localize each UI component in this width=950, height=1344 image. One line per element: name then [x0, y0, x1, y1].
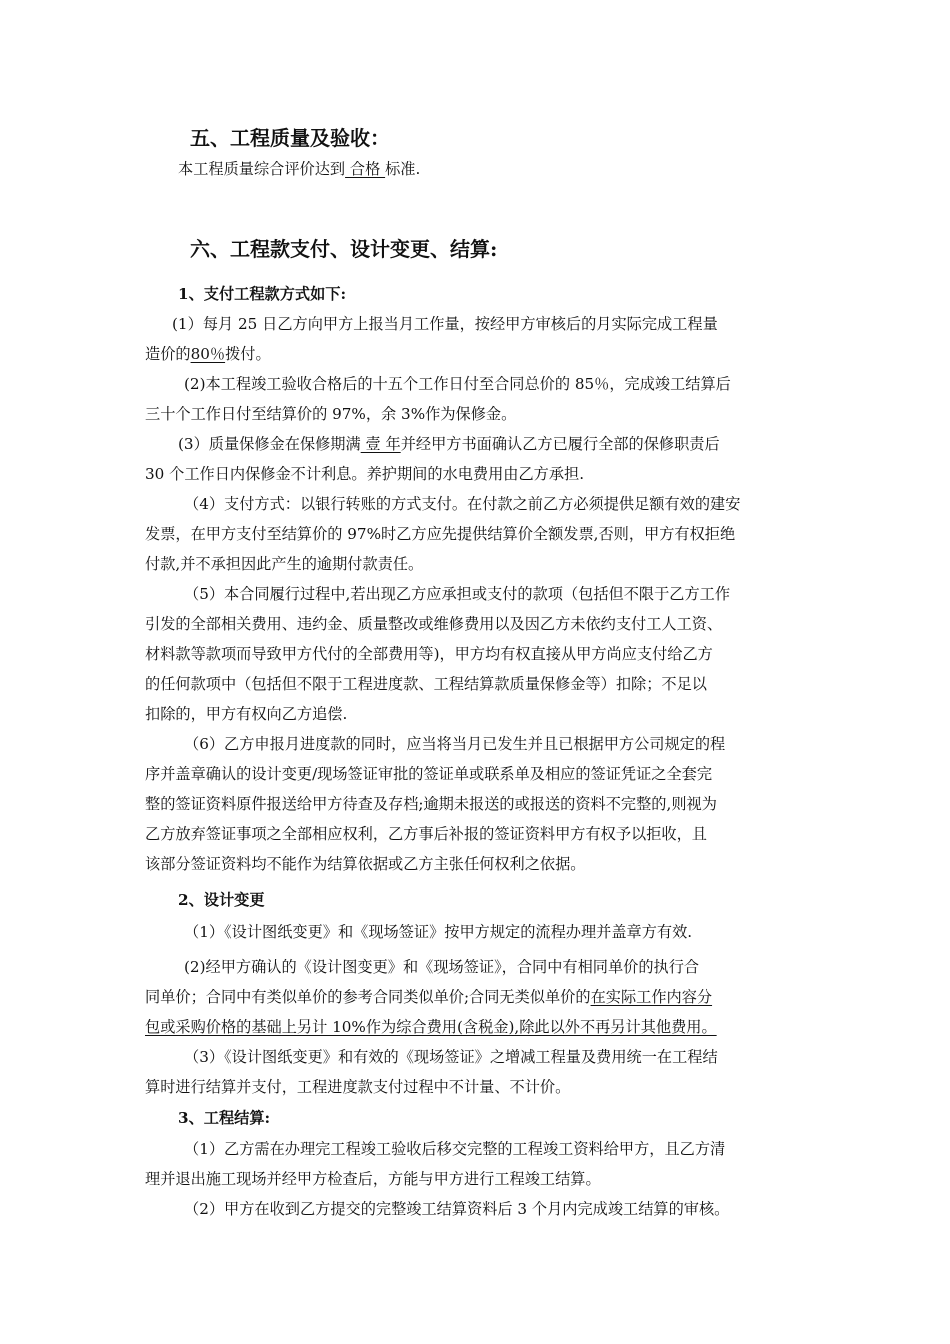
- quality-text-pre: 本工程质量综合评价达到: [178, 160, 346, 178]
- paragraph-line: 材料款等款项而导致甲方代付的全部费用等)，甲方均有权直接从甲方尚应支付给乙方: [145, 645, 713, 663]
- subsection-3-title: 3、工程结算:: [178, 1109, 271, 1127]
- payment-ratio: 80％: [190, 345, 226, 363]
- text-span: 造价的: [145, 345, 191, 363]
- paragraph-line: （6）乙方申报月进度款的同时，应当将当月已发生并且已根据甲方公司规定的程: [184, 735, 726, 753]
- text-span: 同单价；合同中有类似单价的参考合同类似单价;合同无类似单价的: [145, 988, 591, 1006]
- paragraph-line: （1）乙方需在办理完工程竣工验收后移交完整的工程竣工资料给甲方，且乙方清: [184, 1140, 726, 1158]
- warranty-period: 壹 年: [360, 435, 401, 453]
- paragraph-line: [145, 982, 805, 1012]
- quality-statement: [178, 154, 838, 184]
- paragraph-line: 该部分签证资料均不能作为结算依据或乙方主张任何权利之依据。: [145, 855, 586, 873]
- text-span: 并经甲方书面确认乙方已履行全部的保修职责后: [400, 435, 720, 453]
- subsection-2-title: 2、设计变更: [178, 891, 265, 909]
- subsection-1-title: 1、支付工程款方式如下:: [178, 285, 347, 303]
- paragraph-line: (2)本工程竣工验收合格后的十五个工作日付至合同总价的 85％，完成竣工结算后: [184, 375, 731, 393]
- paragraph-line: 引发的全部相关费用、违约金、质量整改或维修费用以及因乙方未依约支付工人工资、: [145, 615, 723, 633]
- paragraph-line: [145, 339, 805, 369]
- section-5-heading: 五、工程质量及验收：: [190, 126, 390, 150]
- paragraph-line: （4）支付方式：以银行转账的方式支付。在付款之前乙方必须提供足额有效的建安: [184, 495, 741, 513]
- section-6-heading: 六、工程款支付、设计变更、结算:: [190, 237, 498, 261]
- paragraph-line: 扣除的，甲方有权向乙方追偿.: [145, 705, 348, 723]
- paragraph-line: （5）本合同履行过程中,若出现乙方应承担或支付的款项（包括但不限于乙方工作: [184, 585, 731, 603]
- paragraph-line: （2）甲方在收到乙方提交的完整竣工结算资料后 3 个月内完成竣工结算的审核。: [184, 1200, 730, 1218]
- paragraph-line: 整的签证资料原件报送给甲方待查及存档;逾期未报送的或报送的资料不完整的,则视为: [145, 795, 717, 813]
- paragraph-line: 理并退出施工现场并经甲方检查后，方能与甲方进行工程竣工结算。: [145, 1170, 601, 1188]
- paragraph-line: （3）《设计图纸变更》和有效的《现场签证》之增减工程量及费用统一在工程结: [184, 1048, 718, 1066]
- quality-text-post: 标准.: [385, 160, 421, 178]
- quality-value: 合格: [345, 160, 386, 178]
- paragraph-line: 序并盖章确认的设计变更/现场签证审批的签证单或联系单及相应的签证凭证之全套完: [145, 765, 713, 783]
- paragraph-line: 发票，在甲方支付至结算价的 97%时乙方应先提供结算价全额发票,否则，甲方有权拒绝: [145, 525, 736, 543]
- paragraph-line: 乙方放弃签证事项之全部相应权利，乙方事后补报的签证资料甲方有权予以拒收，且: [145, 825, 707, 843]
- text-span: 拨付。: [225, 345, 271, 363]
- paragraph-line: 30 个工作日内保修金不计利息。养护期间的水电费用由乙方承担.: [145, 465, 585, 483]
- text-span: (3）质量保修金在保修期满: [178, 435, 361, 453]
- paragraph-line: (2)经甲方确认的《设计图变更》和《现场签证》，合同中有相同单价的执行合: [184, 958, 700, 976]
- paragraph-line: 付款,并不承担因此产生的逾期付款责任。: [145, 555, 424, 573]
- underlined-clause: 包或采购价格的基础上另计 10%作为综合费用(含税金),除此以外不再另计其他费用。: [145, 1018, 717, 1036]
- paragraph-line: (1）每月 25 日乙方向甲方上报当月工作量，按经甲方审核后的月实际完成工程量: [172, 315, 718, 333]
- paragraph-line: 三十个工作日付至结算价的 97%，余 3%作为保修金。: [145, 405, 517, 423]
- paragraph-line: 算时进行结算并支付，工程进度款支付过程中不计量、不计价。: [145, 1078, 571, 1096]
- paragraph-line: 的任何款项中（包括但不限于工程进度款、工程结算款质量保修金等）扣除；不足以: [145, 675, 707, 693]
- paragraph-line: （1）《设计图纸变更》和《现场签证》按甲方规定的流程办理并盖章方有效.: [184, 923, 693, 941]
- underlined-clause: 在实际工作内容分: [590, 988, 713, 1006]
- paragraph-line: [178, 429, 838, 459]
- paragraph-line: [145, 1012, 805, 1042]
